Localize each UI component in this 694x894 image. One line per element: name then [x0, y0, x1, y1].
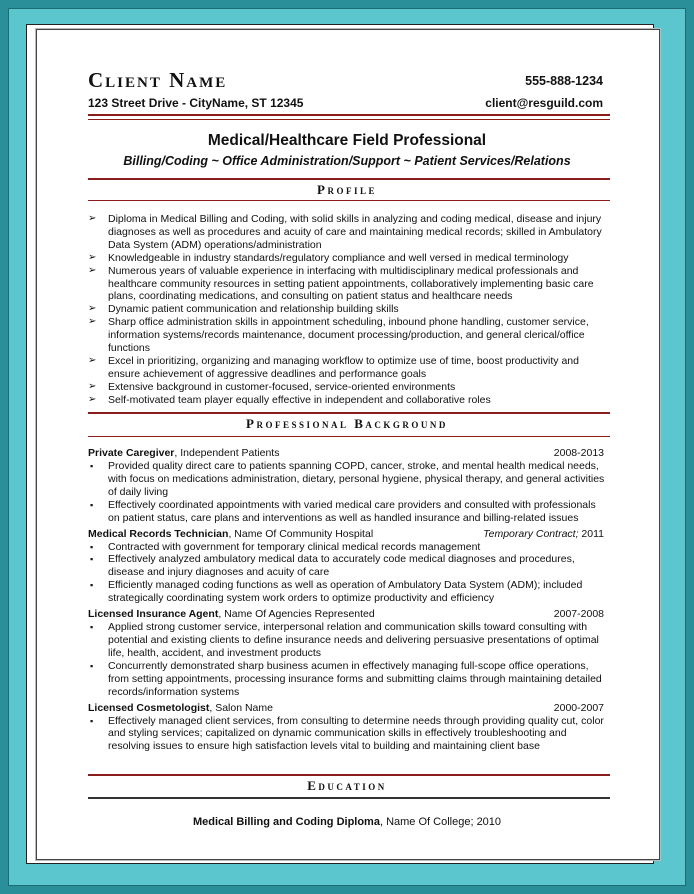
- arrow-bullet-icon: ➢: [88, 354, 97, 366]
- headline-title: Medical/Healthcare Field Professional: [207, 132, 487, 149]
- job-bullets: [88, 541, 610, 606]
- square-bullet-icon: ▪: [90, 660, 94, 671]
- job-date-range: 2008-2013: [553, 447, 604, 459]
- job-date-note: Temporary Contract;: [483, 527, 579, 540]
- education-rule-bottom: [88, 797, 610, 799]
- job-bullet-text: Effectively managed client services, from consulting to determine needs through providing quality cut, color and styling services; capitalized on dynamic communication skills in effectively troubleshooting and resolving issues to ensure high satisfaction levels vital to building and maintaining client base: [108, 714, 604, 753]
- headline-subtitle: Billing/Coding ~ Office Administration/Support ~ Patient Services/Relations: [123, 154, 571, 168]
- job-organization: , Independent Patients: [174, 447, 280, 459]
- profile-item-text: Excel in prioritizing, organizing and managing workflow to optimize use of time, boost productivity and ensure achievement of aggressive deadlines and performance goals: [108, 354, 579, 380]
- phone-number: 555-888-1234: [525, 74, 603, 88]
- job-bullet-text: Applied strong customer service, interpersonal relation and communication skills toward consulting with potential and existing clients to define insurance needs and delivering persuasive presentations of optimal life, health, accident, and investment products: [108, 621, 599, 659]
- profile-list: [88, 213, 610, 407]
- profile-item-text: Diploma in Medical Billing and Coding, with solid skills in analyzing and coding medical, disease and injury diagnoses as well as procedures and acuity of care and maintaining medical records; skilled in Ambulatory Data System (ADM) operations/administration: [108, 213, 602, 251]
- job-title: Medical Records Technician: [88, 527, 229, 540]
- education-degree: Medical Billing and Coding Diploma: [192, 816, 380, 828]
- client-name: Client Name: [88, 68, 228, 92]
- education-heading: Education: [307, 778, 387, 793]
- arrow-bullet-icon: ➢: [88, 213, 97, 224]
- background-rule-bottom: [88, 436, 610, 437]
- job-entry: [88, 528, 610, 606]
- job-organization: , Name Of Community Hospital: [228, 527, 374, 540]
- header-divider-thin: [88, 119, 610, 120]
- job-bullets: [88, 460, 610, 525]
- job-header: [88, 528, 610, 541]
- job-bullet: [88, 499, 610, 525]
- profile-item-text: Knowledgeable in industry standards/regulatory compliance and well versed in medical terminology: [108, 251, 569, 264]
- background-rule-top: [88, 412, 610, 414]
- job-bullet-text: Provided quality direct care to patients spanning COPD, cancer, stroke, and mental health medical needs, with focus on medications administration, dietary, personal hygiene, physical therapy, and general activities of daily living: [108, 460, 605, 498]
- arrow-bullet-icon: ➢: [88, 380, 97, 392]
- profile-item: [88, 252, 610, 265]
- education-line: [0, 816, 694, 828]
- job-header: [88, 702, 610, 715]
- arrow-bullet-icon: ➢: [88, 251, 97, 263]
- job-bullet: [88, 460, 610, 499]
- profile-item-text: Dynamic patient communication and relationship building skills: [108, 303, 399, 316]
- background-heading: Professional Background: [246, 416, 448, 431]
- job-entry: [88, 447, 610, 525]
- square-bullet-icon: ▪: [90, 461, 94, 471]
- job-bullets: [88, 715, 610, 754]
- job-date-range: 2011: [578, 527, 604, 540]
- email-address: client@resguild.com: [485, 96, 603, 110]
- arrow-bullet-icon: ➢: [88, 393, 97, 405]
- profile-item: [88, 265, 610, 304]
- job-bullet: [88, 715, 610, 754]
- job-header: [88, 447, 610, 460]
- job-date-range: 2007-2008: [553, 608, 604, 621]
- job-dates: [483, 528, 604, 541]
- education-school: , Name Of College; 2010: [379, 816, 502, 828]
- job-header: [88, 608, 610, 621]
- job-dates: [554, 702, 604, 715]
- square-bullet-icon: ▪: [90, 499, 94, 510]
- job-entry: [88, 608, 610, 698]
- profile-item-text: Numerous years of valuable experience in interfacing with multidisciplinary medical professionals and healthcare community resources in setting patient appointments, collaboratively implementing basic care plans, coordinating medications, and consulting on patient status and healthcare needs: [108, 264, 594, 303]
- job-organization: , Name Of Agencies Represented: [218, 608, 375, 621]
- arrow-bullet-icon: ➢: [88, 264, 97, 276]
- profile-item: [88, 394, 610, 407]
- profile-item: [88, 316, 610, 355]
- arrow-bullet-icon: ➢: [88, 303, 97, 315]
- profile-rule-bottom: [88, 200, 610, 201]
- profile-rule-top: [88, 178, 610, 180]
- square-bullet-icon: ▪: [90, 622, 94, 633]
- job-dates: [554, 447, 604, 460]
- profile-item: [88, 381, 610, 394]
- profile-item-text: Extensive background in customer-focused, service-oriented environments: [108, 380, 456, 393]
- profile-item-text: Sharp office administration skills in appointment scheduling, inbound phone handling, customer service, information systems/records maintenance, document processing/production, and general clerical/office functions: [108, 316, 589, 355]
- job-bullet-text: Effectively coordinated appointments with varied medical care providers and consulted with professionals on patient status, care plans and interventions as well as handled insurance and billing-related issues: [108, 498, 596, 524]
- job-bullet: [88, 621, 610, 660]
- profile-item: [88, 303, 610, 316]
- job-bullet: [88, 553, 610, 579]
- job-title: Private Caregiver: [88, 447, 175, 459]
- job-title: Licensed Cosmetologist: [88, 701, 210, 714]
- job-bullet: [88, 660, 610, 699]
- profile-section: [88, 213, 610, 407]
- job-bullet-text: Effectively analyzed ambulatory medical data to accurately code medical diagnoses and procedures, disease and injury diagnoses and acuity of care: [108, 553, 575, 579]
- job-bullet-text: Efficiently managed coding functions as well as operation of Ambulatory Data System (ADM); included strategically coordinating system work orders to optimize productivity and efficiency: [108, 579, 583, 605]
- profile-item: [88, 355, 610, 381]
- job-entry: [88, 702, 610, 754]
- profile-item: [88, 213, 610, 252]
- square-bullet-icon: ▪: [90, 715, 94, 726]
- square-bullet-icon: ▪: [90, 554, 94, 565]
- job-date-range: 2000-2007: [553, 701, 604, 714]
- job-bullet-text: Concurrently demonstrated sharp business acumen in effectively managing full-scope office operations, from setting appointments, processing insurance forms and submitting claims through maintaining detailed records/information systems: [108, 659, 602, 698]
- square-bullet-icon: ▪: [90, 541, 94, 552]
- education-rule-top: [88, 774, 610, 776]
- job-bullet: [88, 541, 610, 554]
- job-title: Licensed Insurance Agent: [88, 608, 219, 621]
- profile-item-text: Self-motivated team player equally effective in independent and collaborative roles: [108, 393, 491, 406]
- header-divider: [88, 114, 610, 116]
- arrow-bullet-icon: ➢: [88, 316, 97, 328]
- job-bullet-text: Contracted with government for temporary clinical medical records management: [108, 540, 481, 553]
- job-organization: , Salon Name: [209, 701, 273, 714]
- street-address: 123 Street Drive - CityName, ST 12345: [88, 96, 304, 110]
- square-bullet-icon: ▪: [90, 580, 94, 591]
- job-dates: [554, 608, 604, 621]
- job-bullet: [88, 579, 610, 605]
- profile-heading: Profile: [317, 182, 377, 197]
- jobs-section: [88, 447, 610, 753]
- job-bullets: [88, 621, 610, 698]
